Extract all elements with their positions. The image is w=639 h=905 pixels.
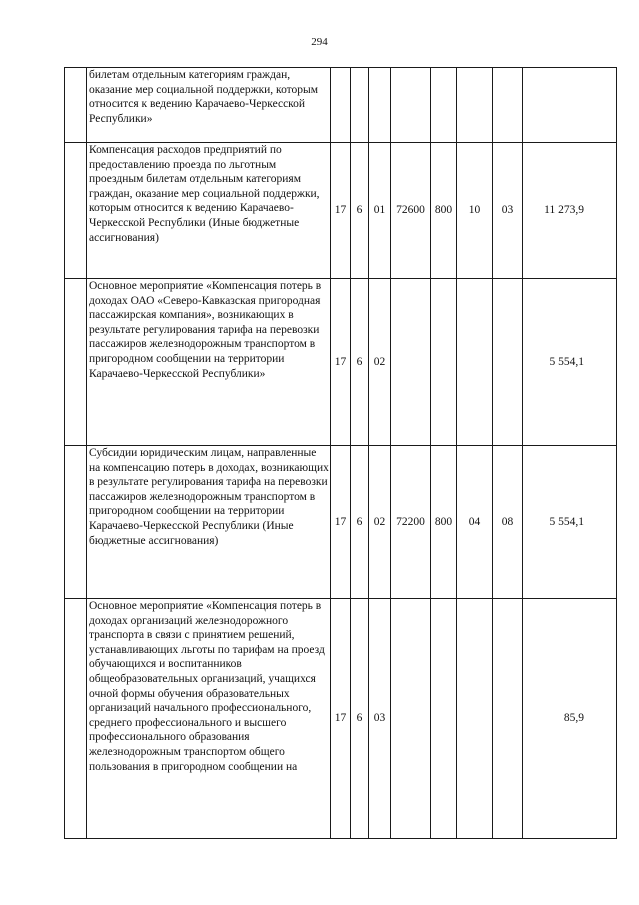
description-cell: билетам отдельным категориям граждан, оказание мер социальной поддержки, которым относится к ведению Карачаево-Черкесской Республики» bbox=[87, 68, 331, 143]
table-row bbox=[65, 446, 617, 599]
row-index-cell bbox=[65, 143, 87, 279]
code-cell: 6 bbox=[351, 279, 369, 446]
description-cell: Компенсация расходов предприятий по предоставлению проезда по льготным проездным билетам отдельным категориям граждан, оказание мер социальной поддержки, которым относится к ведению Карачаево-Черкесской Республики (Иные бюджетные ассигнования) bbox=[87, 143, 331, 279]
budget-table bbox=[64, 67, 617, 839]
code-cell: 72600 bbox=[391, 143, 431, 279]
amount-cell bbox=[523, 68, 617, 143]
code-cell bbox=[493, 599, 523, 839]
code-cell: 6 bbox=[351, 143, 369, 279]
code-cell: 6 bbox=[351, 599, 369, 839]
code-cell: 08 bbox=[493, 446, 523, 599]
code-cell: 72200 bbox=[391, 446, 431, 599]
code-cell: 17 bbox=[331, 446, 351, 599]
code-cell bbox=[493, 68, 523, 143]
code-cell bbox=[351, 68, 369, 143]
code-cell bbox=[391, 68, 431, 143]
code-cell: 800 bbox=[431, 446, 457, 599]
amount-cell: 5 554,1 bbox=[523, 279, 617, 446]
code-cell: 17 bbox=[331, 599, 351, 839]
description-cell: Основное мероприятие «Компенсация потерь в доходах ОАО «Северо-Кавказская пригородная пассажирская компания», возникающих в результате регулирования тарифа на перевозки пассажиров железнодорожным транспортом в пригородном сообщении на территории Карачаево-Черкесской Республики» bbox=[87, 279, 331, 446]
code-cell: 10 bbox=[457, 143, 493, 279]
table-row bbox=[65, 279, 617, 446]
code-cell bbox=[369, 68, 391, 143]
code-cell: 17 bbox=[331, 143, 351, 279]
amount-cell: 85,9 bbox=[523, 599, 617, 839]
code-cell bbox=[331, 68, 351, 143]
code-cell bbox=[391, 599, 431, 839]
row-index-cell bbox=[65, 599, 87, 839]
description-cell: Основное мероприятие «Компенсация потерь в доходах организаций железнодорожного транспорта в связи с принятием решений, устанавливающих льготы по тарифам на проезд обучающихся и воспитанников общеобразовательных организаций, учащихся очной формы обучения образовательных организаций начального профессионального, среднего профессионального и высшего профессионального образования железнодорожным транспортом общего пользования в пригородном сообщении на bbox=[87, 599, 331, 839]
code-cell bbox=[431, 279, 457, 446]
table-row bbox=[65, 599, 617, 839]
row-index-cell bbox=[65, 446, 87, 599]
code-cell: 03 bbox=[369, 599, 391, 839]
code-cell bbox=[457, 599, 493, 839]
row-index-cell bbox=[65, 68, 87, 143]
code-cell: 02 bbox=[369, 279, 391, 446]
code-cell bbox=[493, 279, 523, 446]
table-row bbox=[65, 68, 617, 143]
page-number: 294 bbox=[311, 36, 328, 48]
code-cell: 800 bbox=[431, 143, 457, 279]
code-cell bbox=[431, 599, 457, 839]
table-row bbox=[65, 143, 617, 279]
code-cell: 02 bbox=[369, 446, 391, 599]
code-cell: 17 bbox=[331, 279, 351, 446]
row-index-cell bbox=[65, 279, 87, 446]
code-cell bbox=[431, 68, 457, 143]
code-cell: 01 bbox=[369, 143, 391, 279]
code-cell bbox=[391, 279, 431, 446]
code-cell bbox=[457, 279, 493, 446]
code-cell bbox=[457, 68, 493, 143]
description-cell: Субсидии юридическим лицам, направленные на компенсацию потерь в доходах, возникающих в результате регулирования тарифа на перевозки пассажиров железнодорожным транспортом в пригородном сообщении на территории Карачаево-Черкесской Республики (Иные бюджетные ассигнования) bbox=[87, 446, 331, 599]
code-cell: 03 bbox=[493, 143, 523, 279]
amount-cell: 5 554,1 bbox=[523, 446, 617, 599]
code-cell: 04 bbox=[457, 446, 493, 599]
amount-cell: 11 273,9 bbox=[523, 143, 617, 279]
code-cell: 6 bbox=[351, 446, 369, 599]
